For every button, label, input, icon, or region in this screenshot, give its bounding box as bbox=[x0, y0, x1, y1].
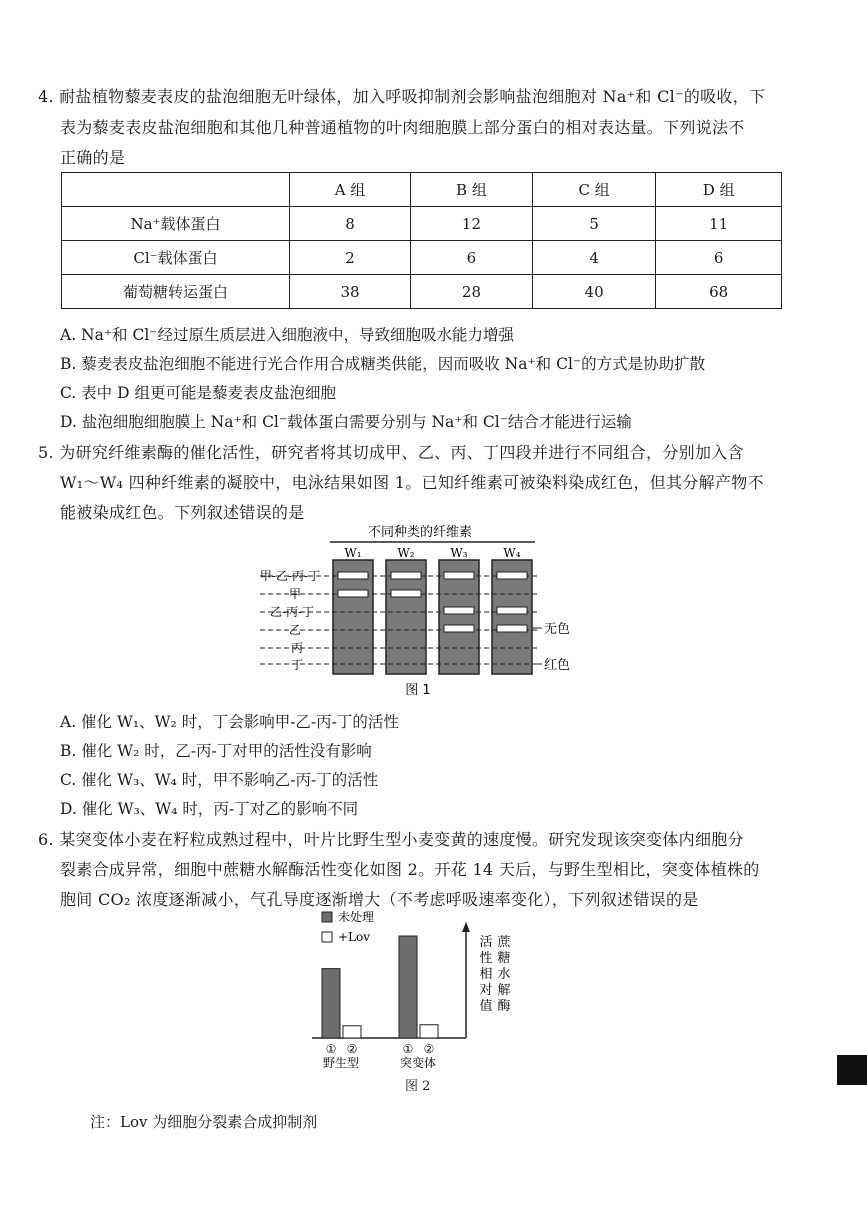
y-axis-label-char: 水 bbox=[497, 967, 511, 982]
gel-band-colorless bbox=[391, 572, 421, 579]
table-row bbox=[62, 241, 782, 275]
gel-band-colorless bbox=[497, 625, 527, 632]
table-cell: 11 bbox=[656, 207, 782, 241]
table-cell: Na⁺载体蛋白 bbox=[62, 207, 290, 241]
gel-band-colorless bbox=[444, 607, 474, 614]
gel-band-colorless bbox=[338, 590, 368, 597]
row-label: 丁 bbox=[290, 658, 304, 672]
q5-option-a: A. 催化 W₁、W₂ 时，丁会影响甲-乙-丙-丁的活性 bbox=[60, 713, 399, 731]
bar-untreated-1 bbox=[399, 936, 417, 1038]
table-row bbox=[62, 275, 782, 309]
y-axis-label-char: 值 bbox=[479, 999, 493, 1014]
q4-option-d: D. 盐泡细胞细胞膜上 Na⁺和 Cl⁻载体蛋白需要分别与 Na⁺和 Cl⁻结合才能进行运输 bbox=[60, 413, 632, 431]
q5-option-b: B. 催化 W₂ 时，乙-丙-丁对甲的活性没有影响 bbox=[60, 742, 372, 760]
table-cell: 8 bbox=[290, 207, 411, 241]
table-cell: 葡萄糖转运蛋白 bbox=[62, 275, 290, 309]
table-cell: 38 bbox=[290, 275, 411, 309]
gel-band-colorless bbox=[338, 572, 368, 579]
category-label: 野生型 bbox=[322, 1056, 360, 1068]
q4-option-b: B. 藜麦表皮盐泡细胞不能进行光合作用合成糖类供能，因而吸收 Na⁺和 Cl⁻的方式是协助扩散 bbox=[60, 355, 706, 373]
table-header-cell: D 组 bbox=[656, 173, 782, 207]
row-label: 甲-乙-丙-丁 bbox=[259, 569, 321, 583]
q4-option-c: C. 表中 D 组更可能是藜麦表皮盐泡细胞 bbox=[60, 384, 336, 402]
table-cell: 2 bbox=[290, 241, 411, 275]
tick-label: ② bbox=[423, 1042, 435, 1056]
table-header-row bbox=[62, 173, 782, 207]
tick-label: ① bbox=[402, 1042, 414, 1056]
gel-band-colorless bbox=[391, 590, 421, 597]
figure-1-header: 不同种类的纤维素 bbox=[367, 525, 473, 540]
q4-stem-line-1: 4. 耐盐植物藜麦表皮的盐泡细胞无叶绿体，加入呼吸抑制剂会影响盐泡细胞对 Na⁺和 Cl⁻的吸收，下 bbox=[38, 87, 766, 106]
table-cell: 6 bbox=[411, 241, 533, 275]
category-label: 突变体 bbox=[399, 1056, 437, 1068]
tick-label: ① bbox=[325, 1042, 337, 1056]
bar-group bbox=[322, 936, 438, 1038]
q5-option-c: C. 催化 W₃、W₄ 时，甲不影响乙-丙-丁的活性 bbox=[60, 771, 379, 789]
y-axis-label-char: 糖 bbox=[497, 951, 511, 966]
gel-band-colorless bbox=[444, 625, 474, 632]
q6-note: 注：Lov 为细胞分裂素合成抑制剂 bbox=[90, 1113, 318, 1131]
gel-band-colorless bbox=[444, 572, 474, 579]
tick-label: ② bbox=[346, 1042, 358, 1056]
y-axis-label-char: 蔗 bbox=[497, 935, 511, 950]
table-header-cell bbox=[62, 173, 290, 207]
table-row bbox=[62, 207, 782, 241]
q5-option-d: D. 催化 W₃、W₄ 时，丙-丁对乙的影响不同 bbox=[60, 800, 359, 818]
page-edge-tab bbox=[837, 1055, 867, 1085]
lane-label-w2: W₂ bbox=[397, 546, 415, 560]
table-cell: 6 bbox=[656, 241, 782, 275]
q4-data-table bbox=[61, 172, 782, 309]
q6-stem-line-1: 6. 某突变体小麦在籽粒成熟过程中，叶片比野生型小麦变黄的速度慢。研究发现该突变体内细胞分 bbox=[38, 830, 744, 849]
table-cell: 28 bbox=[411, 275, 533, 309]
q4-stem-line-3: 正确的是 bbox=[60, 148, 126, 167]
legend-lov: +Lov bbox=[338, 930, 371, 944]
y-axis-label-char: 酶 bbox=[497, 999, 511, 1014]
row-label: 乙 bbox=[288, 623, 302, 637]
gel-band-colorless bbox=[497, 607, 527, 614]
bar-lov-1 bbox=[420, 1025, 438, 1038]
y-axis-label-char: 相 bbox=[479, 967, 493, 982]
q5-stem-line-1: 5. 为研究纤维素酶的催化活性，研究者将其切成甲、乙、丙、丁四段并进行不同组合，分别加入含 bbox=[38, 443, 744, 462]
q6-stem-line-3: 胞间 CO₂ 浓度逐渐减小，气孔导度逐渐增大（不考虑呼吸速率变化），下列叙述错误的是 bbox=[60, 890, 699, 909]
q5-stem-line-2: W₁～W₄ 四种纤维素的凝胶中，电泳结果如图 1。已知纤维素可被染料染成红色，但其分解产物不 bbox=[60, 473, 764, 492]
legend-swatch-lov bbox=[322, 932, 332, 942]
y-axis-label bbox=[479, 934, 511, 1014]
table-header-cell: C 组 bbox=[532, 173, 656, 207]
table-header-cell: B 组 bbox=[411, 173, 533, 207]
table-cell: 12 bbox=[411, 207, 533, 241]
row-label: 乙-丙-丁 bbox=[269, 605, 315, 619]
legend-colorless: 无色 bbox=[544, 622, 571, 637]
figure-2-caption: 图 2 bbox=[405, 1079, 431, 1094]
bar-lov-0 bbox=[343, 1026, 361, 1038]
table-header-cell: A 组 bbox=[290, 173, 411, 207]
y-axis-label-char: 性 bbox=[479, 951, 493, 966]
q6-stem-line-2: 裂素合成异常，细胞中蔗糖水解酶活性变化如图 2。开花 14 天后，与野生型相比，突变体植株的 bbox=[60, 860, 760, 879]
legend-untreated: 未处理 bbox=[338, 910, 375, 924]
figure-1-gel bbox=[240, 522, 600, 702]
legend-swatch-untreated bbox=[322, 912, 332, 922]
lane-label-w3: W₃ bbox=[450, 546, 468, 560]
y-axis-label-char: 解 bbox=[497, 983, 511, 998]
q4-option-a: A. Na⁺和 Cl⁻经过原生质层进入细胞液中，导致细胞吸水能力增强 bbox=[60, 326, 514, 344]
row-label: 甲 bbox=[288, 587, 302, 601]
gel-band-colorless bbox=[497, 572, 527, 579]
table-cell: 5 bbox=[532, 207, 656, 241]
q4-stem-line-2: 表为藜麦表皮盐泡细胞和其他几种普通植物的叶肉细胞膜上部分蛋白的相对表达量。下列说法不 bbox=[60, 118, 745, 137]
row-label: 丙 bbox=[290, 641, 304, 655]
bar-untreated-0 bbox=[322, 969, 340, 1038]
table-cell: 68 bbox=[656, 275, 782, 309]
lane-label-w1: W₁ bbox=[344, 546, 362, 560]
lane-label-w4: W₄ bbox=[503, 546, 521, 560]
q5-stem-line-3: 能被染成红色。下列叙述错误的是 bbox=[60, 503, 305, 522]
figure-1-caption: 图 1 bbox=[405, 683, 431, 698]
table-cell: 40 bbox=[532, 275, 656, 309]
table-cell: 4 bbox=[532, 241, 656, 275]
y-axis-label-char: 活 bbox=[479, 935, 493, 950]
y-axis-label-char: 对 bbox=[479, 983, 493, 998]
figure-2-bar-chart bbox=[300, 908, 530, 1068]
legend-red: 红色 bbox=[544, 658, 571, 673]
table-cell: Cl⁻载体蛋白 bbox=[62, 241, 290, 275]
y-axis-arrow bbox=[462, 922, 470, 932]
